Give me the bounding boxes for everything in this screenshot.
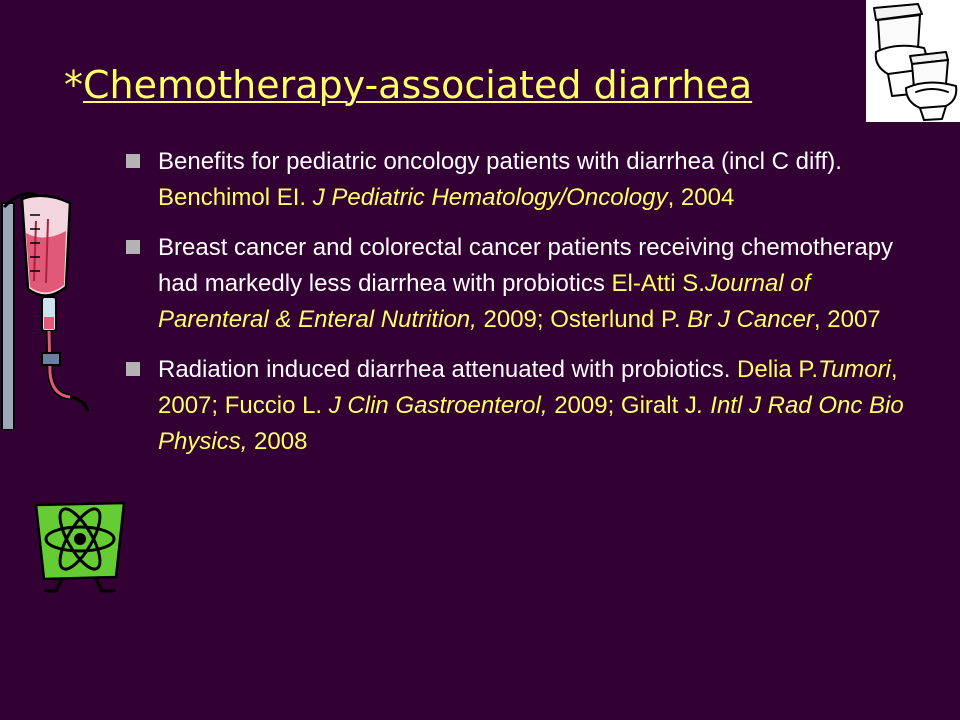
title-prefix: * (64, 63, 83, 107)
bullet-item (126, 352, 916, 460)
citation-text: . Intl J Rad Onc Bio Physics, (158, 392, 904, 455)
bullet-text (158, 148, 842, 211)
bullet-text (158, 356, 904, 455)
bullet-text (158, 234, 893, 333)
bullet-statement: Benefits for pediatric oncology patients with diarrhea (incl C diff). (158, 148, 842, 175)
citation-text: J Clin Gastroenterol, (328, 392, 548, 419)
square-bullet-icon (126, 240, 140, 254)
citation-text: Br J Cancer (687, 306, 814, 333)
bullet-statement: Radiation induced diarrhea attenuated with probiotics. (158, 356, 738, 383)
citation-text: J Pediatric Hematology/Oncology (312, 184, 668, 211)
iv-bag-icon (0, 185, 92, 430)
bullet-list (126, 144, 916, 460)
citation-text: Tumori (818, 356, 891, 383)
citation-text: , 2004 (667, 184, 735, 211)
slide-title (64, 62, 752, 108)
bullet-statement: Breast cancer and colorectal cancer patients receiving chemotherapy had markedly less diarrhea with probiotics (158, 234, 894, 297)
citation-text: Delia P. (737, 356, 818, 383)
citation-text: Journal of Parenteral & Enteral Nutrition, (158, 270, 811, 333)
bullet-item (126, 230, 916, 338)
square-bullet-icon (126, 154, 140, 168)
citation-text: Benchimol EI. (158, 184, 313, 211)
toilet-icon (866, 0, 960, 122)
square-bullet-icon (126, 362, 140, 376)
citation-text: , 2007 (813, 306, 881, 333)
citation-text: 2008 (247, 428, 308, 455)
bullet-item (126, 144, 916, 216)
citation-text: , 2007; Fuccio L. (158, 356, 898, 419)
atom-icon (30, 495, 130, 595)
citation-text: 2009; Giralt J (547, 392, 697, 419)
citation-text: El-Atti S. (611, 270, 705, 297)
citation-text: 2009; Osterlund P. (476, 306, 688, 333)
title-text: Chemotherapy-associated diarrhea (83, 63, 753, 107)
